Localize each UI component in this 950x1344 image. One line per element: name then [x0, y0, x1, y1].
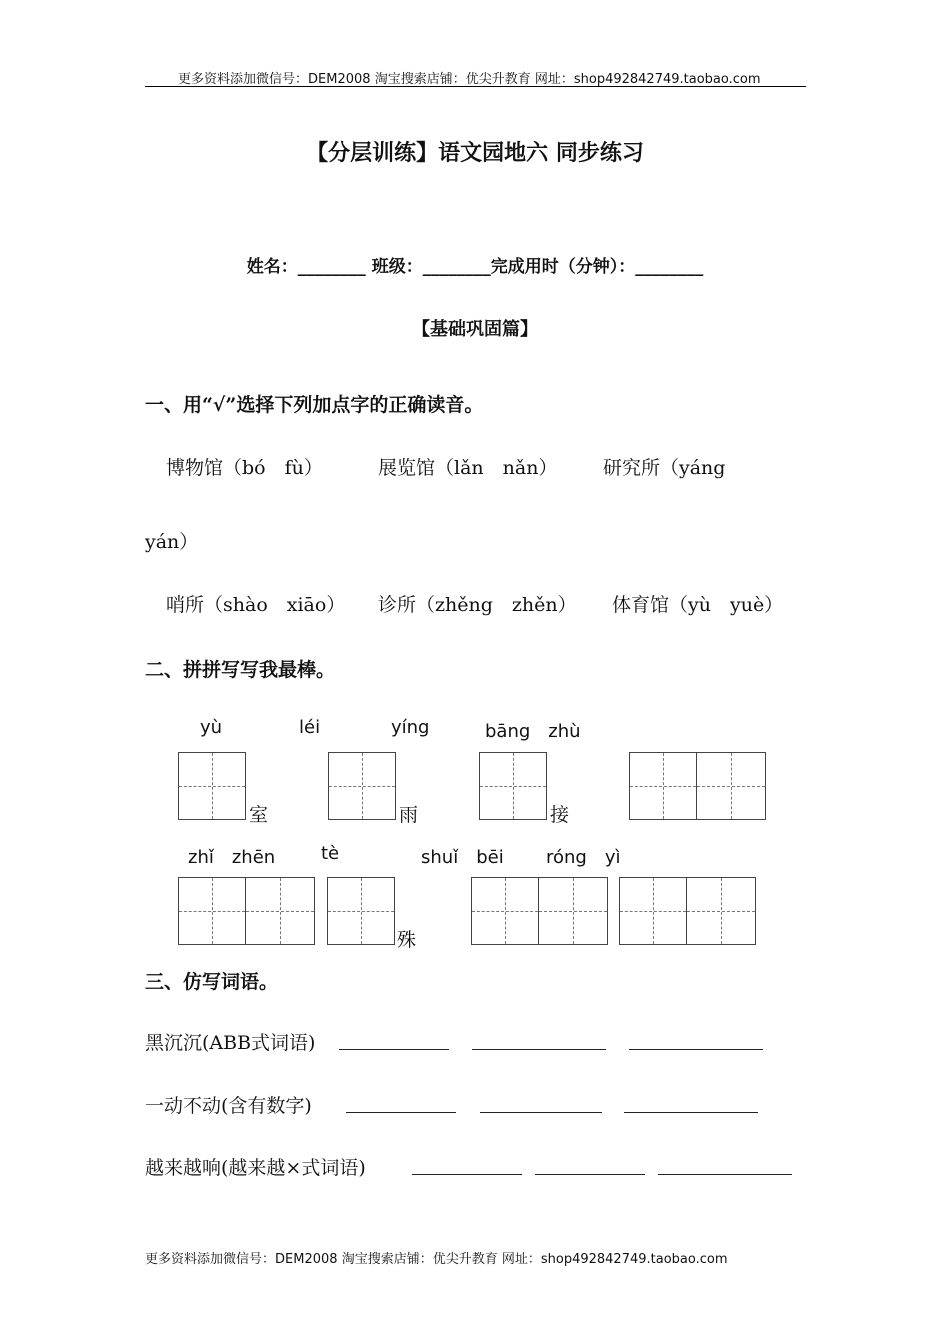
- q1-item: 研究所（yáng: [603, 457, 726, 479]
- grid-cell[interactable]: [697, 752, 766, 820]
- q1-item: 诊所（zhěng zhěn）: [378, 594, 577, 616]
- word-suffix: 接: [550, 804, 570, 826]
- answer-blank[interactable]: [346, 1112, 456, 1113]
- pinyin-label: léi: [299, 717, 321, 738]
- grid-cell[interactable]: [246, 877, 315, 945]
- grid-cell[interactable]: [178, 752, 246, 820]
- footer-shop: 淘宝搜索店铺：优尖升教育: [341, 1252, 498, 1267]
- writing-grid[interactable]: [629, 752, 766, 820]
- grid-cell[interactable]: [327, 877, 395, 945]
- section-title: 【基础巩固篇】: [412, 319, 538, 340]
- q1-item: 博物馆（bó fù）: [166, 457, 323, 479]
- writing-grid[interactable]: [327, 877, 395, 945]
- header-url: shop492842749.taobao.com: [573, 72, 761, 87]
- pinyin-label: bāng zhù: [485, 721, 581, 742]
- writing-grid[interactable]: [471, 877, 608, 945]
- answer-blank[interactable]: [535, 1174, 645, 1175]
- grid-cell[interactable]: [539, 877, 608, 945]
- word-suffix: 雨: [399, 804, 419, 826]
- answer-blank[interactable]: [339, 1049, 449, 1050]
- student-info: 姓名：________ 班级：________完成用时（分钟）：________: [246, 257, 704, 277]
- grid-cell[interactable]: [629, 752, 697, 820]
- page-footer: [145, 1248, 728, 1267]
- imitation-prompt: 越来越响(越来越×式词语): [145, 1157, 366, 1179]
- header-shop: 淘宝搜索店铺：优尖升教育: [374, 72, 531, 87]
- writing-grid[interactable]: [479, 752, 547, 820]
- footer-url: shop492842749.taobao.com: [540, 1252, 728, 1267]
- pinyin-label: tè: [321, 843, 340, 864]
- grid-cell[interactable]: [687, 877, 756, 945]
- q3-title: 三、仿写词语。: [145, 971, 279, 993]
- q1-item: 展览馆（lǎn nǎn）: [378, 457, 558, 479]
- grid-cell[interactable]: [328, 752, 396, 820]
- pinyin-label: róng yì: [546, 847, 621, 868]
- q1-item-wrap: yán）: [145, 531, 199, 553]
- writing-grid[interactable]: [619, 877, 756, 945]
- word-suffix: 室: [249, 804, 269, 826]
- header-text: 更多资料添加微信号：: [178, 72, 309, 87]
- answer-blank[interactable]: [629, 1049, 763, 1050]
- header-divider: [145, 86, 806, 87]
- answer-blank[interactable]: [658, 1174, 792, 1175]
- writing-grid[interactable]: [178, 752, 246, 820]
- q1-item: 体育馆（yù yuè）: [612, 594, 784, 616]
- pinyin-label: yù: [200, 717, 223, 738]
- grid-cell[interactable]: [178, 877, 246, 945]
- grid-cell[interactable]: [471, 877, 539, 945]
- pinyin-label: zhǐ zhēn: [188, 847, 276, 868]
- footer-url-label: 网址：: [501, 1252, 541, 1267]
- page-header: [178, 68, 761, 87]
- footer-wechat: DEM2008: [275, 1252, 338, 1267]
- footer-text: 更多资料添加微信号：: [145, 1252, 276, 1267]
- answer-blank[interactable]: [472, 1049, 606, 1050]
- answer-blank[interactable]: [480, 1112, 602, 1113]
- header-url-label: 网址：: [534, 72, 574, 87]
- writing-grid[interactable]: [328, 752, 396, 820]
- word-suffix: 殊: [397, 929, 417, 951]
- pinyin-label: shuǐ bēi: [421, 847, 504, 868]
- imitation-prompt: 黑沉沉(ABB式词语): [145, 1032, 316, 1054]
- grid-cell[interactable]: [619, 877, 687, 945]
- answer-blank[interactable]: [624, 1112, 758, 1113]
- writing-grid[interactable]: [178, 877, 315, 945]
- q1-title: 一、用“√”选择下列加点字的正确读音。: [145, 394, 484, 416]
- answer-blank[interactable]: [412, 1174, 522, 1175]
- page-title: 【分层训练】语文园地六 同步练习: [306, 140, 644, 166]
- header-wechat: DEM2008: [308, 72, 371, 87]
- q2-title: 二、拼拼写写我最棒。: [145, 659, 336, 681]
- pinyin-label: yíng: [391, 717, 430, 738]
- imitation-prompt: 一动不动(含有数字): [145, 1095, 312, 1117]
- grid-cell[interactable]: [479, 752, 547, 820]
- q1-item: 哨所（shào xiāo）: [166, 594, 346, 616]
